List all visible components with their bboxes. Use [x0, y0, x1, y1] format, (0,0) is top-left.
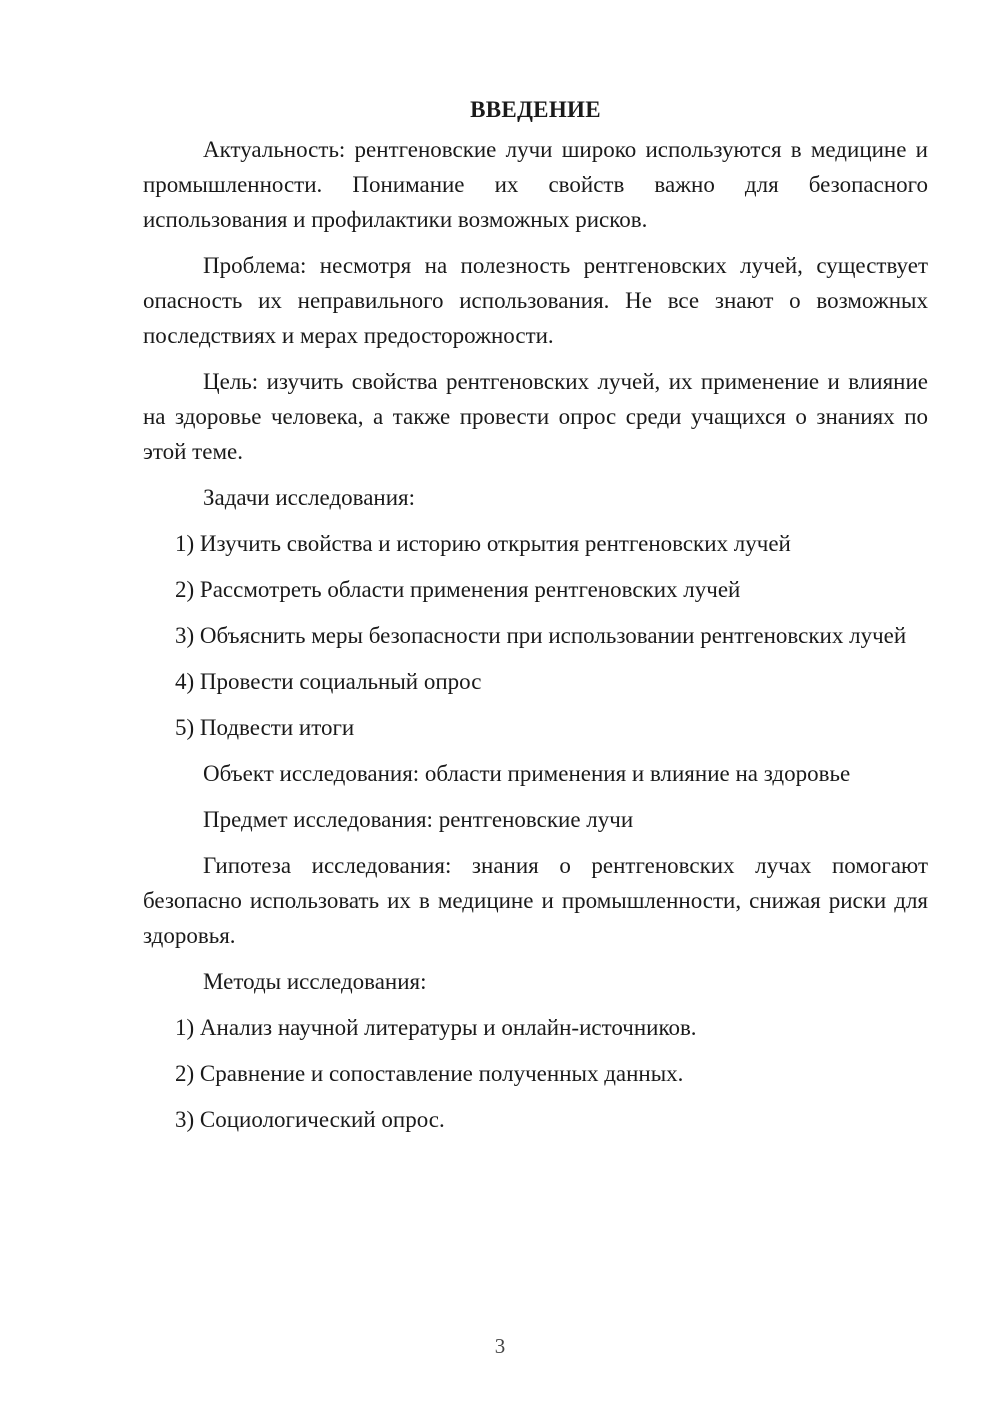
methods-label: Методы исследования:	[203, 969, 427, 994]
task-item: 2) Рассмотреть области применения рентгеновских лучей	[175, 577, 741, 602]
task-item: 1) Изучить свойства и историю открытия рентгеновских лучей	[175, 531, 791, 556]
page-title: ВВЕДЕНИЕ	[470, 97, 601, 122]
problem-paragraph: Проблема: несмотря на полезность рентгеновских лучей, существует опасность их неправильного использования. Не все знают о возможных последствиях и мерах предосторожности.	[143, 253, 928, 348]
method-item: 3) Социологический опрос.	[175, 1107, 445, 1132]
object-paragraph: Объект исследования: области применения и влияние на здоровье	[203, 761, 851, 786]
tasks-label: Задачи исследования:	[203, 485, 416, 510]
task-item: 3) Объяснить меры безопасности при использовании рентгеновских лучей	[175, 623, 907, 648]
method-item: 1) Анализ научной литературы и онлайн-источников.	[175, 1015, 697, 1040]
method-item: 2) Сравнение и сопоставление полученных данных.	[175, 1061, 684, 1086]
relevance-paragraph: Актуальность: рентгеновские лучи широко используются в медицине и промышленности. Понимание их свойств важно для безопасного использования и профилактики возможных рисков.	[143, 137, 928, 232]
subject-paragraph: Предмет исследования: рентгеновские лучи	[203, 807, 634, 832]
task-item: 5) Подвести итоги	[175, 715, 355, 740]
goal-paragraph: Цель: изучить свойства рентгеновских лучей, их применение и влияние на здоровье человека, а также провести опрос среди учащихся о знаниях по этой теме.	[143, 369, 928, 464]
page-number: 3	[494, 1334, 506, 1358]
hypothesis-paragraph: Гипотеза исследования: знания о рентгеновских лучах помогают безопасно использовать их в медицине и промышленности, снижая риски для здоровья.	[143, 853, 928, 948]
task-item: 4) Провести социальный опрос	[175, 669, 482, 694]
document-page	[143, 92, 928, 1148]
